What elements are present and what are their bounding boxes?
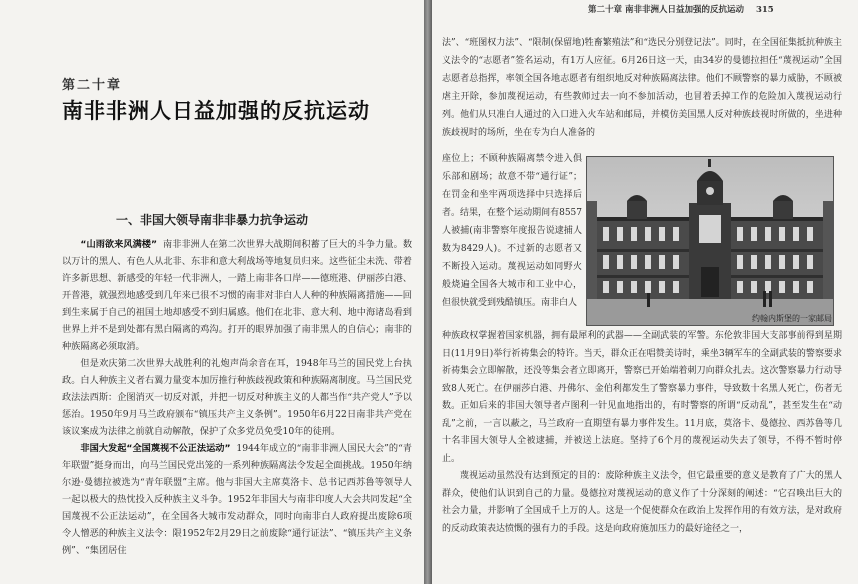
paragraph-text: 但是欢庆第二次世界大战胜利的礼炮声尚余音在耳，1948年马兰的国民党上台执政。白人种族主义者右翼力量变本加厉推行种族歧视政策和种族隔离制度。马兰国民党政法法西斯：企图消灭一切反对派，并把一切反对种族主义的人都当作“共产党人”予以惩治。1950年9月马兰政府颁布“镇压共产主义条例”。1950年6月22日南非共产党在该议案成为法律之前就自动解散，保护了众多党员免受10年的徒刑。 (62, 358, 412, 437)
right-bottom-text (442, 328, 842, 584)
body-paragraph (62, 355, 412, 440)
right-page (432, 0, 858, 584)
body-paragraph: 种族政权掌握着国家机器，拥有最犀利的武器——全副武装的军警。东伦敦非国大支部事前得到星期日(11月9日)举行祈祷集会的特许。当天，群众正在唱赞美诗时，乘坐3辆军车的全副武装的警察要求祈祷集会立即解散，还没等集会者立即离开，警察已开始端着刺刀向群众扎去。这次警察暴力行动导致8人死亡。在伊丽莎白港、丹佛尔、金伯利都发生了警察暴力事件，导致数十名黑人死亡，伤者无数。正如后来的非国大领导者卢图利一针见血地指出的，有时警察的所谓“反动乱”，甚至发生在“动乱”之前，一言以蔽之，马兰政府一直期望有暴力事件发生。11月底，莫洛卡、曼德拉、西苏鲁等几十名非国大领导人全被逮捕，并被送上法庭。坚持了6个月的蔑视运动失去了领导，不得不暂时停止。 (442, 331, 842, 464)
chapter-label: 第二十章 (62, 78, 123, 93)
running-head (588, 3, 774, 15)
book-gutter (424, 0, 432, 584)
page-number: 315 (755, 5, 774, 15)
section-title: 一、非国大领导南非非暴力抗争运动 (115, 213, 308, 227)
right-wrap-text (442, 150, 582, 330)
paragraph-text: 1944年成立的“南非非洲人国民大会”的“青年联盟”挺身而出，向马兰国民党出笼的一系列种族隔离法令发起全面挑战。1950年纳尔逊·曼德拉被选为“青年联盟”主席。他与非国大主席莫洛卡、总书记西苏鲁等领导人一起以极大的热忱投入反种族主义斗争。1952年非国大与南非印度人大会共同发起“全国蔑视不公正法运动”，在全国各大城市发动群众，同时向南非白人政府提出废除6项令人憎恶的种族主义法令：限1952年2月29日之前废除“通行证法”、“镇压共产主义条例”、“集团居住 (62, 443, 412, 556)
paragraph-lead: 非国大发起“全国蔑视不公正法运动” (80, 443, 231, 454)
right-top-text (442, 34, 842, 162)
building-photo-illustration (587, 157, 833, 325)
body-paragraph (62, 440, 412, 559)
chapter-title: 南非非洲人日益加强的反抗运动 (62, 98, 370, 123)
body-paragraph: 座位上；不顾种族隔离禁令进入俱乐部和剧场；故意不带“通行证”；在罚金和坐牢两项选择中只选择后者。结果，在整个运动期间有8557人被捕(南非警察年度报告说逮捕人数为8429人)。不过新的志愿者又不断投入运动。蔑视运动如同野火般烧遍全国各大城市和工业中心，但很快就受到残酷镇压。南非白人 (442, 154, 582, 308)
body-paragraph: 蔑视运动虽然没有达到预定的目的：废除种族主义法令，但它最重要的意义是教育了广大的黑人群众，使他们认识到自己的力量。曼德拉对蔑视运动的意义作了十分深刻的阐述：“它召唤出巨大的社会力量，并影响了全国成千上万的人。这是一个促使群众在政治上发挥作用的有效方法，是对政府的反动政策表达愤慨的强有力的手段。这是向政府施加压力的最好途径之一， (442, 471, 842, 534)
body-paragraph (62, 236, 412, 355)
photo-caption: 约翰内斯堡的一家邮局 (752, 314, 832, 323)
running-head-title: 第二十章 南非非洲人日益加强的反抗运动 (588, 5, 744, 15)
body-paragraph: 法”、“班图权力法”、“限制(保留地)牲畜繁殖法”和“选民分别登记法”。同时，在全国征集抵抗种族主义法令的“志愿者”签名运动，有1万人应征。6月26日这一天，由34岁的曼德拉担任“蔑视运动”全国志愿者总指挥，率领全国各地志愿者有组织地反对种族隔离法律。他们不顾警察的暴力威胁，不顾被虐主开除，参加蔑视运动，有些教师过去一向不参加活动，也冒着丢掉工作的危险加入蔑视运动行列。他们从只准白人通过的入口进入火车站和邮局，并模仿美国黑人反对种族歧视时所做的，坐进种族歧视时的场所，坐在专为白人准备的 (442, 38, 842, 138)
left-page (0, 0, 424, 584)
post-office-photo (586, 156, 834, 326)
left-page-body (62, 236, 412, 584)
paragraph-text: 南非非洲人在第二次世界大战期间积蓄了巨大的斗争力量。数以万计的黑人、有色人从北非、东非和意大利战场等地复员归来。这些征尘未洗、带着许多新思想、新感受的年轻一代非洲人，一踏上南非各口岸——德班港、伊丽莎白港、开普港，就强烈地感受到几年来已很不习惯的南非对非白人人种的种族隔离措施——回到生来属于自己的祖国土地却感受不到归属感。他们在北非、意大利、地中海诸岛看到世界上并不是到处都有黑白隔离的鸡沟。打开的眼界加强了南非黑人的自信心；南非的种族隔离必须取消。 (62, 239, 412, 352)
paragraph-lead: “山雨欲来风满楼” (80, 239, 158, 250)
